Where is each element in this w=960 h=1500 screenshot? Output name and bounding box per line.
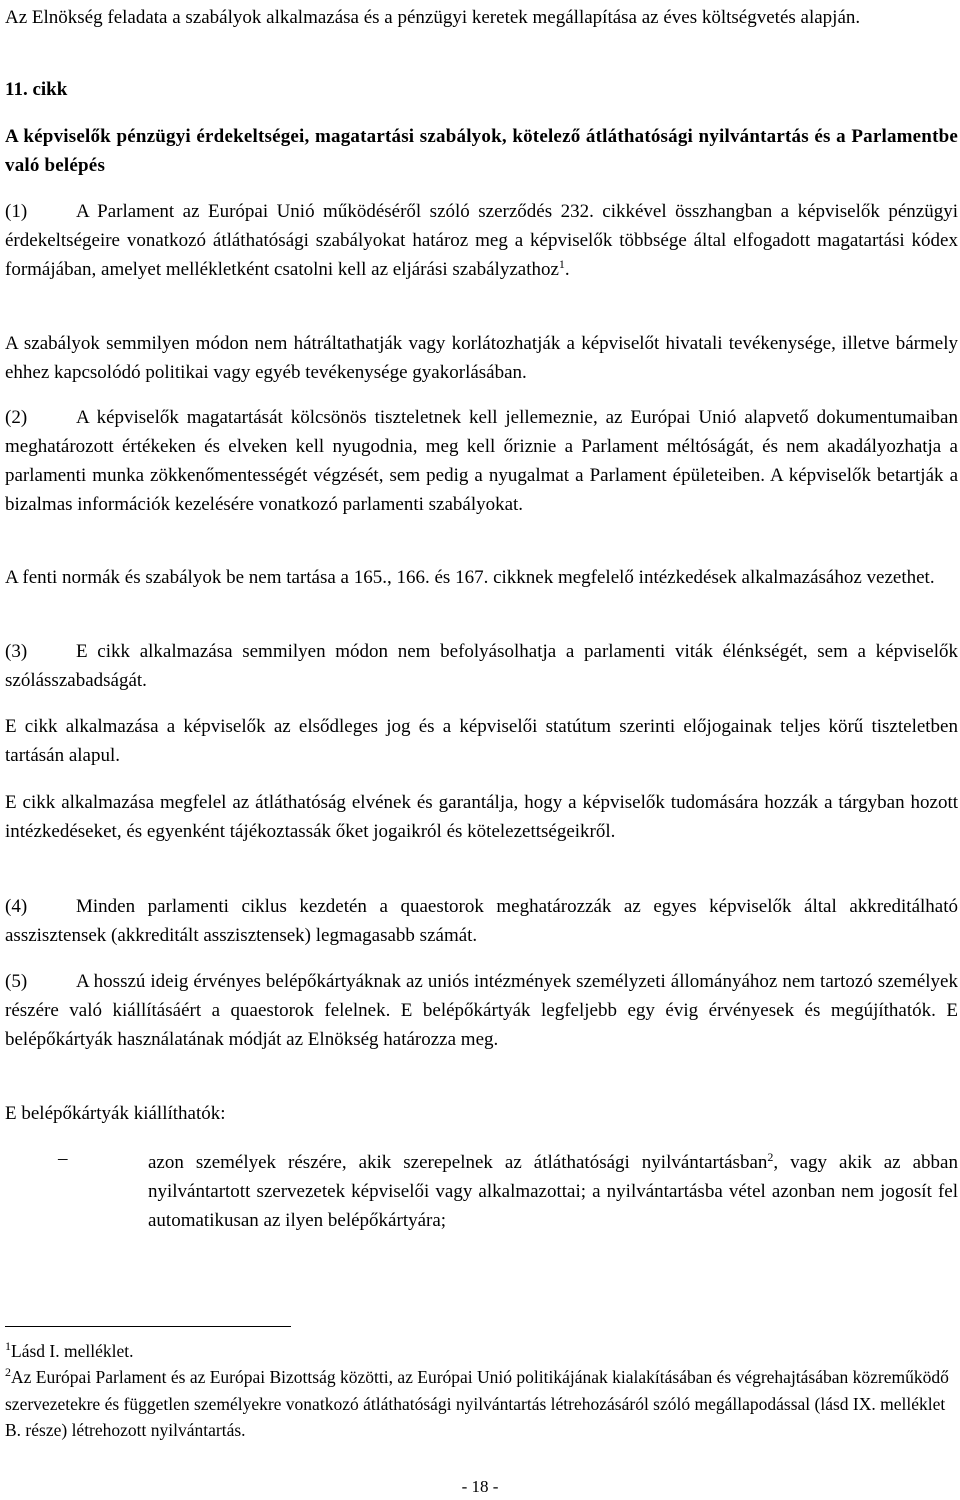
footnote-ref-1[interactable]: 1: [558, 257, 565, 271]
paragraph-1: (1) A Parlament az Európai Unió működéséről szóló szerződés 232. cikkével összhangban a képviselők pénzügyi érdekeltségeire vonatkozó átláthatósági szabályokat határoz meg a képviselők többsége által elfogadott magatartási kódex formájában, amelyet mellékletként csatolni kell az eljárási szabályzathoz$^1$.: [5, 197, 958, 284]
paragraph-3-number: (3): [5, 641, 28, 662]
dash-icon: –: [58, 1148, 68, 1169]
page-number: - 18 -: [461, 1477, 499, 1496]
footnote-1: [5, 1338, 955, 1365]
footnote-1-number: 1: [5, 1339, 11, 1353]
paragraph-2: [5, 403, 958, 519]
footnote-ref-2[interactable]: 2: [767, 1150, 774, 1164]
paragraph-5b: E belépőkártyák kiállíthatók:: [5, 1103, 226, 1124]
paragraph-2b: A fenti normák és szabályok be nem tartása a 165., 166. és 167. cikknek megfelelő intézkedések alkalmazásához vezethet.: [5, 567, 935, 588]
article-title: A képviselők pénzügyi érdekeltségei, magatartási szabályok, kötelező átláthatósági nyilvántartás és a Parlamentbe való belépés: [5, 126, 958, 176]
paragraph-3b: E cikk alkalmazása a képviselők az elsődleges jog és a képviselői statútum szerinti előjogainak teljes körű tiszteletben tartásán alapul.: [5, 716, 958, 766]
paragraph-5: [5, 967, 958, 1054]
paragraph-3: [5, 637, 958, 695]
footnote-divider: [5, 1326, 291, 1327]
paragraph-4: [5, 892, 958, 950]
paragraph-4-number: (4): [5, 896, 28, 917]
paragraph-5-text: A hosszú ideig érvényes belépőkártyáknak az uniós intézmények személyzeti állományához nem tartozó személyek részére való kiállításáért a quaestorok felelnek. E belépőkártyák legfeljebb egy évig érvényesek és megújíthatók. E belépőkártyák használatának módját az Elnökség határozza meg.: [5, 971, 958, 1050]
intro-paragraph: Az Elnökség feladata a szabályok alkalmazása és a pénzügyi keretek megállapítása az éves költségvetés alapján.: [5, 7, 861, 28]
paragraph-2-text: A képviselők magatartását kölcsönös tiszteletnek kell jellemeznie, az Európai Unió alapvető dokumentumaiban meghatározott értékeken és elveken kell nyugodnia, meg kell őriznie a Parlament méltóságát, és nem akadályozhatja a parlamenti munka zökkenőmentességét végzését, sem pedig a nyugalmat a Parlament épületeiben. A képviselők betartják a bizalmas információk kezelésére vonatkozó parlamenti szabályokat.: [5, 407, 958, 515]
paragraph-2-number: (2): [5, 407, 28, 428]
footnote-2-text: Az Európai Parlament és az Európai Bizottság közötti, az Európai Unió politikájának kialakításában és végrehajtásában közreműködő szervezetekre és független személyekre vonatkozó átláthatósági nyilvántartás létrehozásáról szóló megállapodással (lásd IX. melléklet B. része) létrehozott nyilvántartás.: [5, 1367, 949, 1440]
paragraph-1-text: A Parlament az Európai Unió működéséről szóló szerződés 232. cikkével összhangban a képviselők pénzügyi érdekeltségeire vonatkozó átláthatósági szabályokat határoz meg a képviselők többsége által elfogadott magatartási kódex formájában, amelyet mellékletként csatolni kell az eljárási szabályzathoz: [5, 201, 958, 280]
article-number: 11. cikk: [5, 79, 68, 100]
paragraph-1-number: (1): [5, 201, 28, 222]
footnote-2: [5, 1364, 955, 1444]
footnote-2-number: 2: [5, 1365, 11, 1379]
paragraph-3-text: E cikk alkalmazása semmilyen módon nem befolyásolhatja a parlamenti viták élénkségét, sem a képviselők szólásszabadságát.: [5, 641, 958, 691]
footnote-1-text: Lásd I. melléklet.: [11, 1341, 134, 1361]
paragraph-1b: A szabályok semmilyen módon nem hátráltathatják vagy korlátozhatják a képviselőt hivatali tevékenysége, illetve bármely ehhez kapcsolódó politikai vagy egyéb tevékenysége gyakorlásában.: [5, 333, 958, 383]
list-item-text: azon személyek részére, akik szerepelnek az átláthatósági nyilvántartásban$^2$, vagy akik az abban nyilvántartott szervezetek képviselői vagy alkalmazottai; a nyilvántartásba vétel azonban nem jogosít fel automatikusan az ilyen belépőkártyára;: [148, 1150, 958, 1231]
paragraph-4-text: Minden parlamenti ciklus kezdetén a quaestorok meghatározzák az egyes képviselők által akkreditálható asszisztensek (akkreditált asszisztensek) legmagasabb számát.: [5, 896, 958, 946]
paragraph-3c: E cikk alkalmazása megfelel az átláthatóság elvének és garantálja, hogy a képviselők tudomására hozzák a tárgyban hozott intézkedéseket, és egyenként tájékoztassák őket jogaikról és kötelezettségeikről.: [5, 792, 958, 842]
paragraph-5-number: (5): [5, 971, 28, 992]
